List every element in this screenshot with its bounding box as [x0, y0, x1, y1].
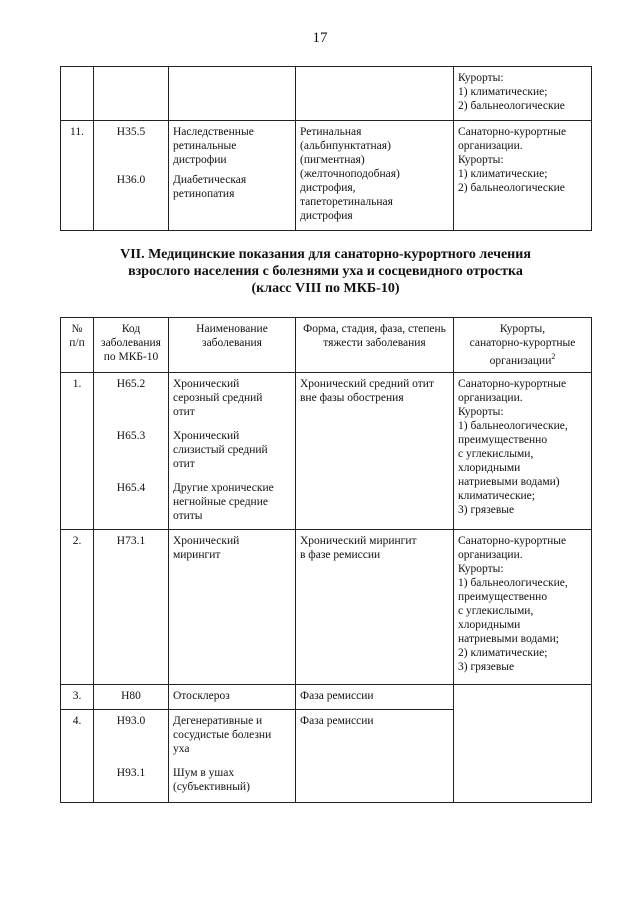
disease-code: H65.2 — [116, 377, 146, 390]
header-num: № п/п — [61, 318, 94, 373]
disease-name: Дегенеративные и сосудистые болезни уха — [173, 714, 272, 755]
cell-form: Фаза ремиссии — [296, 684, 454, 709]
cell-code — [94, 709, 169, 802]
cell-name — [169, 372, 296, 529]
table-row — [61, 684, 592, 709]
cell-name — [169, 121, 296, 231]
header-form: Форма, стадия, фаза, степень тяжести заболевания — [296, 318, 454, 373]
cell-code — [94, 372, 169, 529]
disease-code: H65.4 — [116, 481, 146, 494]
cell-name: Хронический мирингит — [169, 529, 296, 684]
cell-resorts: Санаторно-курортные организации. Курорты: 1) бальнеологические, преимущественно с углекислыми, хлоридными натриевыми водами) климатические; 3) грязевые — [454, 372, 592, 529]
cell-code — [94, 529, 169, 684]
cell-form — [296, 67, 454, 121]
cell-code — [94, 684, 169, 709]
disease-code: H35.5 — [116, 126, 146, 138]
cell-num: 11. — [61, 121, 94, 231]
table-row — [61, 529, 592, 684]
disease-code: H93.1 — [116, 766, 146, 779]
cell-code — [94, 67, 169, 121]
disease-name: Диабетическая ретинопатия — [173, 174, 247, 200]
disease-code: H73.1 — [116, 534, 146, 547]
section-title: VII. Медицинские показания для санаторно-курортного лечения взрослого населения с болезнями уха и сосцевидного отростка (класс VIII по МКБ-10) — [120, 247, 531, 296]
main-table — [60, 317, 592, 803]
cell-num: 4. — [61, 709, 94, 802]
cell-num: 1. — [61, 372, 94, 529]
cell-name — [169, 709, 296, 802]
cell-resorts: Санаторно-курортные организации. Курорты: 1) климатические; 2) бальнеологические — [454, 121, 592, 231]
cell-num — [61, 67, 94, 121]
disease-name: Шум в ушах (субъективный) — [173, 766, 250, 793]
header-code: Код заболевания по МКБ-10 — [94, 318, 169, 373]
header-resorts — [454, 318, 592, 373]
disease-code: H65.3 — [116, 429, 146, 442]
disease-name: Наследственные ретинальные дистрофии — [173, 126, 254, 166]
cell-num: 3. — [61, 684, 94, 709]
disease-code: H93.0 — [116, 714, 146, 727]
header-row — [61, 318, 592, 373]
cell-resorts — [454, 684, 592, 802]
cell-resorts: Курорты: 1) климатические; 2) бальнеологические — [454, 67, 592, 121]
cell-name: Отосклероз — [169, 684, 296, 709]
header-name: Наименование заболевания — [169, 318, 296, 373]
table-row — [61, 121, 592, 231]
header-resorts-label: Курорты, санаторно-курортные организации — [469, 323, 576, 367]
cell-code — [94, 121, 169, 231]
cell-name — [169, 67, 296, 121]
cell-form: Хронический мирингит в фазе ремиссии — [296, 529, 454, 684]
disease-name: Хронический слизистый средний отит — [173, 429, 268, 470]
cell-form: Фаза ремиссии — [296, 709, 454, 802]
cell-form: Ретинальная (альбипунктатная) (пигментная) (желточноподобная) дистрофия, тапеторетинальная дистрофия — [296, 121, 454, 231]
table-row — [61, 372, 592, 529]
page-number: 17 — [312, 30, 328, 46]
table-row — [61, 67, 592, 121]
footnote-marker: 2 — [551, 352, 556, 361]
disease-name: Хронический серозный средний отит — [173, 377, 263, 418]
cell-resorts: Санаторно-курортные организации. Курорты: 1) бальнеологические, преимущественно с углекислыми, хлоридными натриевыми водами; 2) климатические; 3) грязевые — [454, 529, 592, 684]
cell-num: 2. — [61, 529, 94, 684]
disease-code: H36.0 — [116, 174, 146, 186]
disease-code: H80 — [121, 689, 141, 702]
cell-form: Хронический средний отит вне фазы обострения — [296, 372, 454, 529]
disease-name: Другие хронические негнойные средние отиты — [173, 481, 274, 522]
top-table — [60, 66, 592, 231]
